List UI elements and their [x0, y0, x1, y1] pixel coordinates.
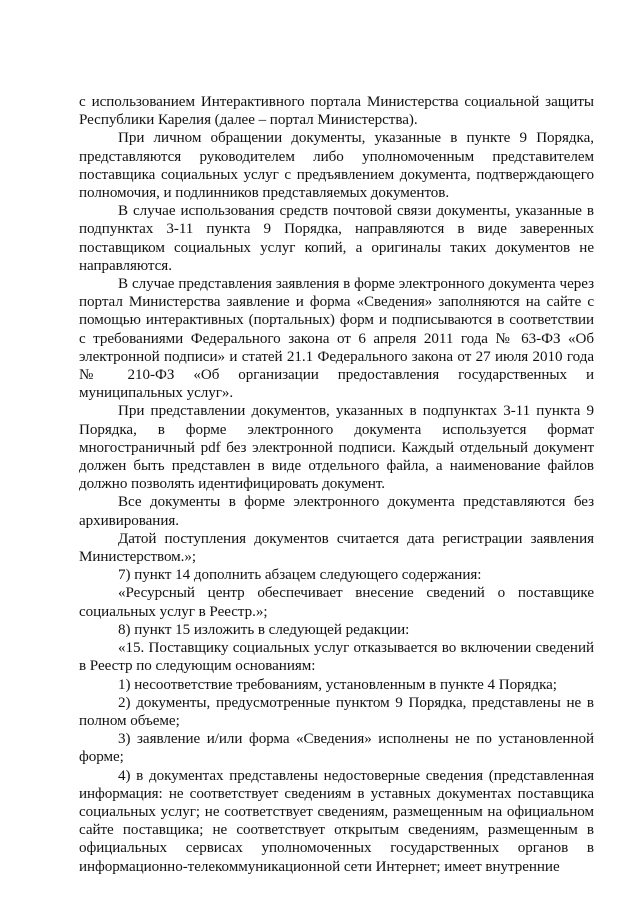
- paragraph: При представлении документов, указанных в подпунктах 3-11 пункта 9 Порядка, в форме электронного документа используется формат многостраничный pdf без электронной подписи. Каждый отдельный документ должен быть представлен в виде отдельного файла, а наименование файлов должно позволять идентифицировать документ.: [79, 403, 594, 493]
- paragraph: 7) пункт 14 дополнить абзацем следующего содержания:: [118, 567, 482, 584]
- paragraph: Датой поступления документов считается дата регистрации заявления Министерством.»;: [79, 530, 594, 566]
- paragraph: 4) в документах представлены недостоверные сведения (представленная информация: не соответствует сведениям в уставных документах поставщика социальных услуг; не соответствует сведениям, размещенным на официальном сайте поставщика; не соответствует открытым сведениям, размещенным в официальных сервисах уполномоченных государственных органов в информационно-телекоммуникационной сети Интернет; имеет внутренние: [79, 767, 594, 875]
- paragraph: Все документы в форме электронного документа представляются без архивирования.: [79, 494, 594, 529]
- paragraph: с использованием Интерактивного портала Министерства социальной защиты Республики Карелия (далее – портал Министерства).: [79, 94, 594, 129]
- paragraph: 8) пункт 15 изложить в следующей редакции:: [118, 621, 410, 638]
- paragraph: В случае использования средств почтовой связи документы, указанные в подпунктах 3-11 пункта 9 Порядка, направляются в виде заверенных поставщиком социальных услуг копий, а оригиналы таких документов не направляются.: [79, 203, 594, 274]
- paragraph: В случае представления заявления в форме электронного документа через портал Министерства заявление и форма «Сведения» заполняются на сайте с помощью интерактивных (портальных) форм и подписываются в соответствии с требованиями Федерального закона от 6 апреля 2011 года № 63-ФЗ «Об электронной подписи» и статей 21.1 Федерального закона от 27 июля 2010 года № 210-ФЗ «Об организации предоставления государственных и муниципальных услуг».: [79, 276, 594, 402]
- paragraph: «15. Поставщику социальных услуг отказывается во включении сведений в Реестр по следующим основаниям:: [79, 640, 594, 675]
- paragraph: При личном обращении документы, указанные в пункте 9 Порядка, представляются руководителем либо уполномоченным представителем поставщика социальных услуг с предъявлением документа, подтверждающего полномочия, и подлинников представляемых документов.: [79, 130, 594, 202]
- paragraph: «Ресурсный центр обеспечивает внесение сведений о поставщике социальных услуг в Реестр.»;: [79, 585, 594, 620]
- paragraph: 3) заявление и/или форма «Сведения» исполнены не по установленной форме;: [79, 731, 594, 766]
- paragraph: 1) несоответствие требованиям, установленным в пункте 4 Порядка;: [118, 676, 557, 693]
- document-body: [79, 93, 594, 876]
- paragraph: 2) документы, предусмотренные пунктом 9 Порядка, представлены не в полном объеме;: [79, 694, 594, 729]
